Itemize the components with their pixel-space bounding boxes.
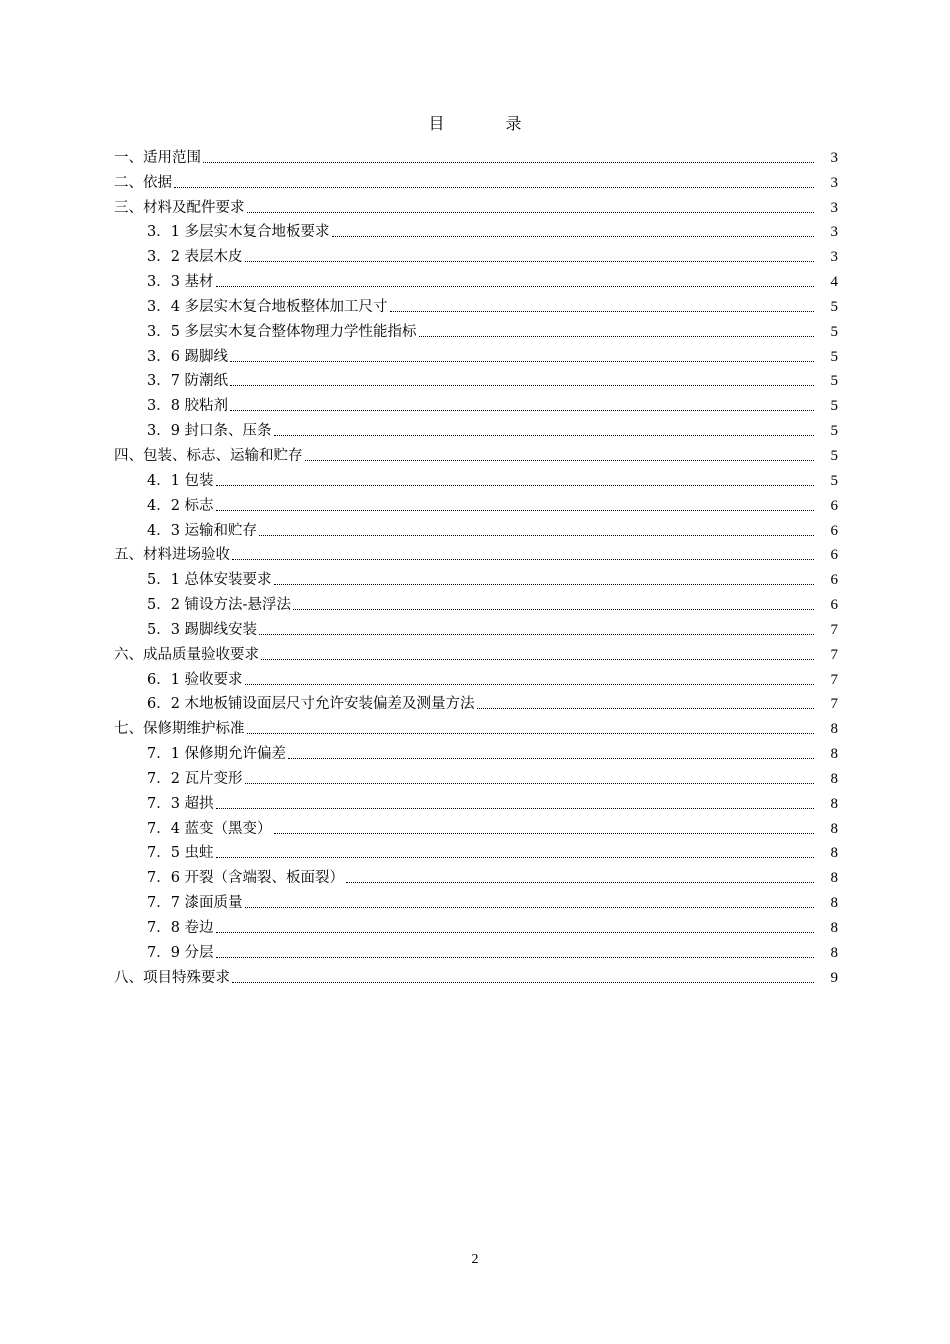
toc-entry-label: 5．3 踢脚线安装 <box>147 621 258 638</box>
toc-entry-label: 3．9 封口条、压条 <box>147 423 272 440</box>
toc-dot-leader <box>274 833 814 834</box>
toc-entry[interactable] <box>114 640 838 665</box>
toc-entry-label: 7．8 卷边 <box>147 920 214 936</box>
toc-entry-label: 3．4 多层实木复合地板整体加工尺寸 <box>147 298 388 315</box>
toc-entry-page: 8 <box>830 944 838 961</box>
toc-entry-page: 8 <box>830 845 838 862</box>
toc-entry-page: 3 <box>830 224 838 241</box>
toc-entry[interactable] <box>114 963 838 988</box>
toc-entry-page: 8 <box>830 795 838 812</box>
toc-entry[interactable] <box>114 391 838 416</box>
toc-entry-page: 5 <box>830 373 838 390</box>
toc-entry-label: 7．4 蓝变（黑变） <box>147 820 272 837</box>
toc-dot-leader <box>247 733 815 734</box>
toc-entry[interactable] <box>114 938 838 963</box>
toc-entry-page: 9 <box>830 969 838 986</box>
toc-dot-leader <box>174 187 814 188</box>
toc-dot-leader <box>477 708 814 709</box>
toc-dot-leader <box>216 857 814 858</box>
toc-entry-label: 7．9 分层 <box>147 944 214 961</box>
toc-entry[interactable] <box>114 367 838 392</box>
toc-entry-page: 5 <box>830 298 838 315</box>
toc-entry[interactable] <box>114 516 838 541</box>
toc-dot-leader <box>288 758 814 759</box>
toc-dot-leader <box>232 559 814 560</box>
toc-entry[interactable] <box>114 317 838 342</box>
toc-entry-page: 8 <box>830 870 838 887</box>
toc-entry-page: 6 <box>830 547 838 564</box>
toc-dot-leader <box>259 634 814 635</box>
toc-dot-leader <box>245 261 814 262</box>
toc-entry-label: 六、成品质量验收要求 <box>114 646 259 663</box>
toc-entry-page: 8 <box>830 920 838 936</box>
toc-entry-label: 三、材料及配件要求 <box>114 199 245 216</box>
toc-dot-leader <box>230 410 814 411</box>
toc-entry-page: 8 <box>830 895 838 912</box>
toc-entry-page: 4 <box>830 274 838 291</box>
toc-entry-label: 6．2 木地板铺设面层尺寸允许安装偏差及测量方法 <box>147 696 475 713</box>
toc-entry[interactable] <box>114 789 838 814</box>
toc-dot-leader <box>390 311 814 312</box>
toc-entry-page: 6 <box>830 572 838 589</box>
toc-entry-label: 八、项目特殊要求 <box>114 969 230 986</box>
toc-dot-leader <box>203 162 814 163</box>
toc-entry-label: 7．1 保修期允许偏差 <box>147 746 287 763</box>
toc-entry-page: 3 <box>830 174 838 191</box>
toc-entry[interactable] <box>114 541 838 566</box>
toc-entry[interactable] <box>114 714 838 739</box>
toc-dot-leader <box>230 361 814 362</box>
toc-entry[interactable] <box>114 218 838 243</box>
toc-entry-page: 6 <box>830 497 838 514</box>
toc-dot-leader <box>346 882 814 883</box>
toc-entry-page: 8 <box>830 770 838 787</box>
toc-entry-page: 3 <box>830 199 838 216</box>
toc-entry-label: 3．1 多层实木复合地板要求 <box>147 224 330 241</box>
toc-entry[interactable] <box>114 739 838 764</box>
toc-entry-page: 5 <box>830 447 838 464</box>
toc-dot-leader <box>305 460 815 461</box>
toc-entry[interactable] <box>114 168 838 193</box>
toc-entry-page: 6 <box>830 522 838 539</box>
toc-entry-label: 4．3 运输和贮存 <box>147 522 258 539</box>
toc-entry[interactable] <box>114 267 838 292</box>
toc-entry-label: 7．6 开裂（含端裂、板面裂） <box>147 870 345 887</box>
toc-entry-page: 5 <box>830 472 838 489</box>
toc-entry-label: 4．1 包装 <box>147 472 214 489</box>
toc-entry[interactable] <box>114 913 838 938</box>
toc-entry[interactable] <box>114 565 838 590</box>
toc-dot-leader <box>216 286 814 287</box>
toc-entry-page: 8 <box>830 820 838 837</box>
toc-entry-label: 7．7 漆面质量 <box>147 895 243 912</box>
toc-entry-label: 5．2 铺设方法-悬浮法 <box>147 597 291 614</box>
toc-entry-page: 5 <box>830 398 838 415</box>
toc-dot-leader <box>230 385 814 386</box>
toc-dot-leader <box>216 957 814 958</box>
toc-entry-page: 7 <box>830 671 838 688</box>
toc-entry[interactable] <box>114 342 838 367</box>
toc-entry-label: 3．5 多层实木复合整体物理力学性能指标 <box>147 323 417 340</box>
toc-entry-label: 4．2 标志 <box>147 497 214 514</box>
toc-dot-leader <box>261 659 814 660</box>
toc-entry-label: 3．8 胶粘剂 <box>147 398 229 415</box>
toc-entry-page: 5 <box>830 348 838 365</box>
toc-entry[interactable] <box>114 143 838 168</box>
toc-entry-page: 7 <box>830 621 838 638</box>
toc-entry[interactable] <box>114 665 838 690</box>
toc-entry-label: 五、材料进场验收 <box>114 547 230 564</box>
toc-entry[interactable] <box>114 764 838 789</box>
toc-entry[interactable] <box>114 441 838 466</box>
toc-dot-leader <box>216 932 814 933</box>
toc-entry-page: 6 <box>830 597 838 614</box>
toc-title: 目 录 <box>428 114 550 133</box>
toc-entry-page: 3 <box>830 249 838 266</box>
toc-dot-leader <box>247 212 815 213</box>
toc-entry[interactable] <box>114 814 838 839</box>
toc-entry-label: 3．6 踢脚线 <box>147 348 229 365</box>
toc-entry-label: 7．3 超拱 <box>147 795 214 812</box>
toc-dot-leader <box>232 982 814 983</box>
toc-entry-page: 7 <box>830 696 838 713</box>
toc-entry-page: 5 <box>830 423 838 440</box>
toc-dot-leader <box>216 808 814 809</box>
toc-entry-label: 3．2 表层木皮 <box>147 249 243 266</box>
toc-entry[interactable] <box>114 466 838 491</box>
toc-entry-page: 8 <box>830 746 838 763</box>
toc-entry-page: 3 <box>830 149 838 166</box>
toc-entry[interactable] <box>114 839 838 864</box>
table-of-contents <box>114 143 838 988</box>
toc-entry-label: 7．5 虫蛀 <box>147 845 214 862</box>
toc-entry-label: 一、适用范围 <box>114 149 201 166</box>
toc-entry[interactable] <box>114 491 838 516</box>
toc-entry-page: 8 <box>830 721 838 738</box>
toc-dot-leader <box>293 609 814 610</box>
toc-entry[interactable] <box>114 690 838 715</box>
toc-entry[interactable] <box>114 615 838 640</box>
toc-dot-leader <box>274 584 814 585</box>
toc-dot-leader <box>245 907 814 908</box>
toc-entry[interactable] <box>114 193 838 218</box>
toc-dot-leader <box>274 435 814 436</box>
toc-entry-label: 二、依据 <box>114 174 172 191</box>
page-number: 2 <box>471 1252 479 1267</box>
toc-entry-label: 7．2 瓦片变形 <box>147 770 243 787</box>
toc-entry-page: 5 <box>830 323 838 340</box>
toc-entry-label: 四、包装、标志、运输和贮存 <box>114 447 303 464</box>
toc-dot-leader <box>245 783 814 784</box>
toc-dot-leader <box>259 535 814 536</box>
toc-entry[interactable] <box>114 863 838 888</box>
toc-entry-page: 7 <box>830 646 838 663</box>
toc-dot-leader <box>332 236 814 237</box>
toc-entry-label: 3．3 基材 <box>147 274 214 291</box>
toc-entry[interactable] <box>114 888 838 913</box>
toc-entry-label: 6．1 验收要求 <box>147 671 243 688</box>
toc-entry[interactable] <box>114 292 838 317</box>
toc-entry[interactable] <box>114 590 838 615</box>
toc-entry-label: 七、保修期维护标准 <box>114 721 245 738</box>
toc-entry[interactable] <box>114 416 838 441</box>
toc-dot-leader <box>245 684 814 685</box>
toc-dot-leader <box>419 336 814 337</box>
toc-dot-leader <box>216 510 814 511</box>
toc-entry[interactable] <box>114 242 838 267</box>
toc-dot-leader <box>216 485 814 486</box>
toc-entry-label: 3．7 防潮纸 <box>147 373 229 390</box>
toc-entry-label: 5．1 总体安装要求 <box>147 572 272 589</box>
